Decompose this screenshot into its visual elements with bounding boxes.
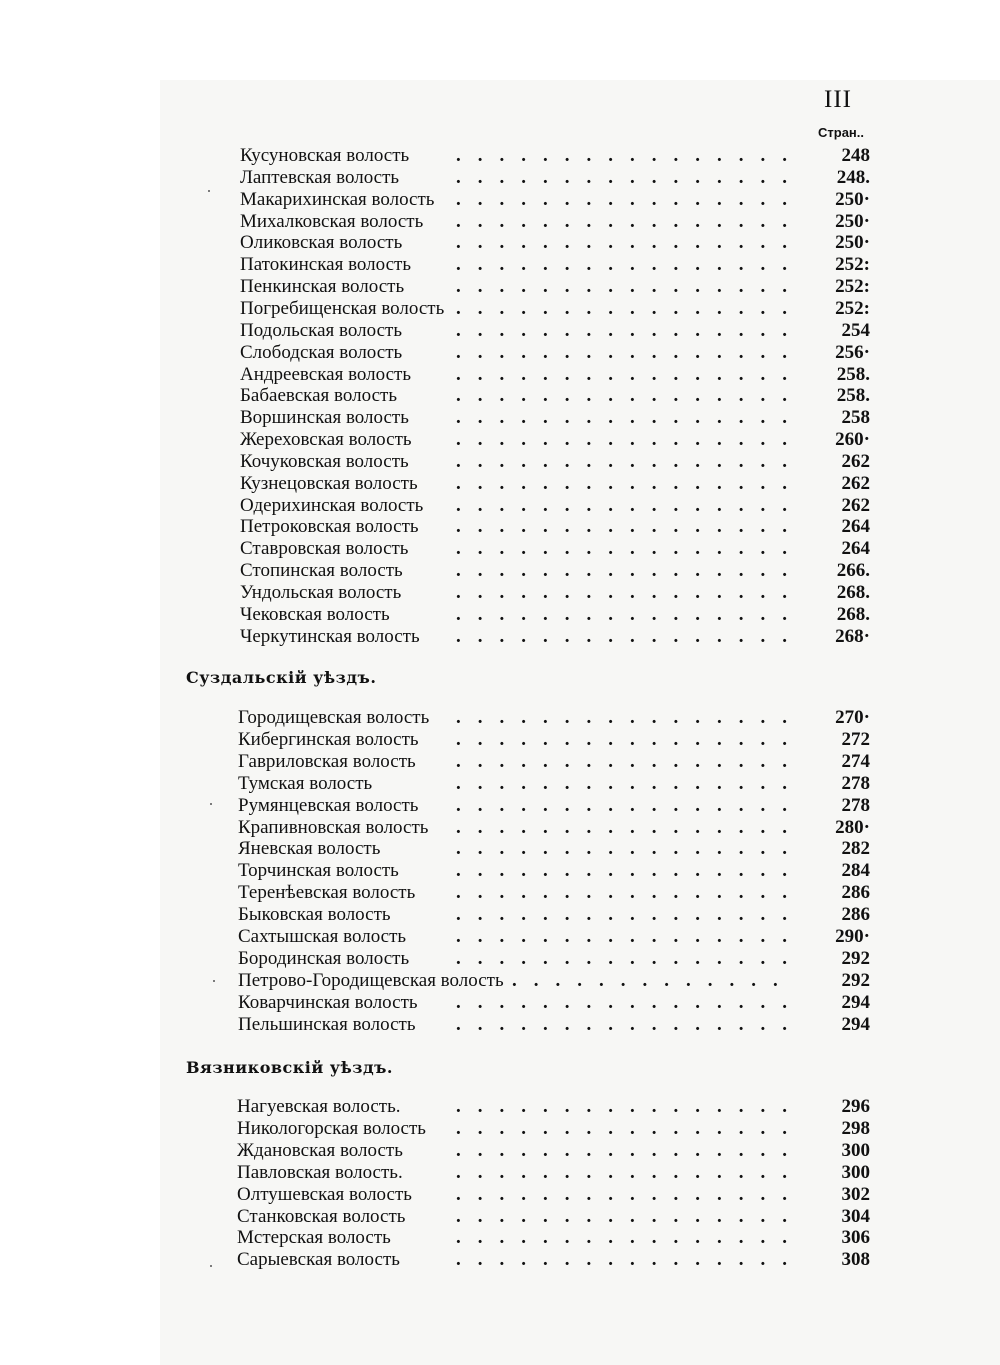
entry-name: Станковская волость [237, 1205, 406, 1227]
dot-leader: ................ [456, 494, 804, 516]
dot-leader: ................ [456, 188, 804, 210]
entry-page-number: 278 [841, 772, 870, 794]
entry-name: Жереховская волость [240, 429, 412, 451]
dot-leader: ................ [456, 560, 804, 582]
entry-page-number: 298 [841, 1117, 870, 1139]
dot-leader: ................ [456, 385, 804, 407]
entry-name: Теренѣевская волость [238, 882, 416, 904]
entry-page-number: 278 [841, 794, 870, 816]
entry-page-number: 262 [841, 450, 870, 472]
entry-name: Румянцевская волость [238, 794, 419, 816]
entry-page-number: 264 [841, 538, 870, 560]
entry-name: Павловская волость. [237, 1161, 403, 1183]
entry-page-number: 262 [841, 494, 870, 516]
entry-page-number: 272 [841, 728, 870, 750]
entry-page-number: 260· [835, 429, 870, 451]
dot-leader: ................ [456, 882, 804, 904]
toc-entry [0, 342, 1000, 364]
entry-page-number: 262 [841, 472, 870, 494]
entry-name: Гавриловская волость [238, 750, 416, 772]
toc-entry [0, 495, 1000, 517]
entry-page-number: 280· [835, 816, 870, 838]
dot-leader: ................ [456, 1205, 804, 1227]
entry-name: Лаптевская волость [240, 166, 400, 188]
dot-leader: ................ [456, 538, 804, 560]
entry-page-number: 250· [835, 232, 870, 254]
dot-leader: ................ [456, 276, 804, 298]
section-title-vyazniki: Вязниковскій уѣздъ. [186, 1058, 393, 1077]
toc-entry [0, 189, 1000, 211]
entry-page-number: 290· [835, 926, 870, 947]
print-speck [210, 803, 212, 805]
entry-name: Сарыевская волость [237, 1249, 400, 1271]
entry-name: Андреевская волость [240, 363, 412, 385]
toc-entry [0, 1096, 1000, 1118]
toc-entry [0, 254, 1000, 276]
dot-leader: ................ [456, 603, 804, 625]
entry-name: Воршинская волость [240, 407, 409, 429]
entry-name: Макарихинская волость [240, 188, 435, 210]
entry-name: Нагуевская волость. [237, 1096, 401, 1117]
entry-name: Одерихинская волость [240, 494, 424, 516]
entry-name: Никологорская волость [237, 1117, 426, 1139]
toc-entry [0, 604, 1000, 626]
entry-name: Коварчинская волость [238, 991, 418, 1013]
entry-name: Быковская волость [238, 904, 391, 926]
entry-name: Кочуковская волость [240, 450, 409, 472]
entry-name: Кибергинская волость [238, 728, 419, 750]
entry-page-number: 254 [841, 319, 870, 341]
toc-entry [0, 167, 1000, 189]
dot-leader: ................ [456, 816, 804, 838]
dot-leader: ............. [512, 969, 795, 991]
entry-page-number: 294 [841, 1013, 870, 1035]
toc-entry [0, 582, 1000, 604]
dot-leader: ................ [456, 1096, 804, 1117]
print-speck [210, 1265, 212, 1267]
entry-page-number: 270· [835, 707, 870, 728]
dot-leader: ................ [456, 297, 804, 319]
entry-page-number: 282 [841, 838, 870, 860]
entry-page-number: 302 [841, 1183, 870, 1205]
entry-page-number: 258. [836, 385, 870, 407]
entry-name: Ундольская волость [240, 582, 402, 603]
toc-entry [0, 364, 1000, 386]
dot-leader: ................ [456, 232, 804, 254]
entry-name: Патокинская волость [240, 254, 412, 276]
entry-page-number: 294 [841, 991, 870, 1013]
toc-entry [0, 1206, 1000, 1228]
dot-leader: ................ [456, 1161, 804, 1183]
entry-name: Петрово-Городищевская волость [238, 969, 504, 991]
entry-name: Ждановская волость [237, 1139, 403, 1161]
dot-leader: ................ [456, 904, 804, 926]
toc-entry [0, 1184, 1000, 1206]
toc-entry [0, 992, 1000, 1014]
entry-name: Оликовская волость [240, 232, 403, 254]
dot-leader: ................ [456, 991, 804, 1013]
entry-name: Яневская волость [238, 838, 381, 860]
entry-page-number: 300 [841, 1161, 870, 1183]
toc-entry [0, 145, 1000, 167]
toc-entry [0, 970, 1000, 992]
entry-page-number: 286 [841, 904, 870, 926]
entry-page-number: 274 [841, 750, 870, 772]
page-number: III [824, 86, 852, 113]
dot-leader: ................ [456, 319, 804, 341]
entry-page-number: 252: [835, 297, 870, 319]
entry-page-number: 304 [841, 1205, 870, 1227]
dot-leader: ................ [456, 472, 804, 494]
toc-entry [0, 1118, 1000, 1140]
dot-leader: ................ [456, 429, 804, 451]
toc-entry [0, 1162, 1000, 1184]
toc-entry [0, 232, 1000, 254]
entry-name: Бабаевская волость [240, 385, 397, 407]
dot-leader: ................ [456, 407, 804, 429]
toc-entry [0, 429, 1000, 451]
toc-entry [0, 385, 1000, 407]
entry-name: Торчинская волость [238, 860, 399, 882]
entry-name: Олтушевская волость [237, 1183, 412, 1205]
entry-page-number: 266. [836, 560, 870, 582]
dot-leader: ................ [456, 947, 804, 969]
section-title-suzdal: Суздальскій уѣздъ. [186, 668, 377, 687]
toc-entry [0, 860, 1000, 882]
entry-name: Стопинская волость [240, 560, 403, 582]
toc-entry [0, 211, 1000, 233]
entry-name: Чековская волость [240, 603, 390, 625]
entry-name: Погребищенская волость [240, 297, 445, 319]
entry-page-number: 250· [835, 188, 870, 210]
print-speck [213, 980, 215, 982]
dot-leader: ................ [456, 1249, 804, 1271]
toc-entry [0, 538, 1000, 560]
toc-entry [0, 751, 1000, 773]
entry-name: Петроковская волость [240, 516, 419, 538]
page-column-label: Стран.. [818, 125, 865, 140]
entry-name: Михалковская волость [240, 210, 424, 232]
dot-leader: ................ [456, 1227, 804, 1249]
dot-leader: ................ [456, 363, 804, 385]
dot-leader: ................ [456, 341, 804, 363]
toc-entry [0, 926, 1000, 948]
dot-leader: ................ [456, 582, 804, 603]
toc-entry [0, 451, 1000, 473]
entry-page-number: 258 [841, 407, 870, 429]
entry-name: Пельшинская волость [238, 1013, 416, 1035]
entry-page-number: 306 [841, 1227, 870, 1249]
toc-entry [0, 473, 1000, 495]
entry-name: Крапивновская волость [238, 816, 429, 838]
dot-leader: ................ [456, 750, 804, 772]
toc-entry [0, 707, 1000, 729]
dot-leader: ................ [456, 860, 804, 882]
toc-entry [0, 838, 1000, 860]
dot-leader: ................ [456, 794, 804, 816]
dot-leader: ................ [456, 1013, 804, 1035]
entry-name: Городищевская волость [238, 707, 430, 728]
entry-page-number: 268· [835, 625, 870, 647]
dot-leader: ................ [456, 707, 804, 728]
toc-entry [0, 1014, 1000, 1036]
entry-page-number: 252: [835, 254, 870, 276]
print-speck [208, 190, 210, 192]
toc-entry [0, 1227, 1000, 1249]
toc-entry [0, 729, 1000, 751]
toc-entry [0, 407, 1000, 429]
toc-entry [0, 904, 1000, 926]
dot-leader: ................ [456, 772, 804, 794]
toc-entry [0, 795, 1000, 817]
entry-page-number: 256· [835, 341, 870, 363]
toc-entry [0, 1140, 1000, 1162]
toc-entry [0, 560, 1000, 582]
dot-leader: ................ [456, 516, 804, 538]
entry-page-number: 308 [841, 1249, 870, 1271]
dot-leader: ................ [456, 450, 804, 472]
toc-entry [0, 1249, 1000, 1271]
entry-page-number: 296 [841, 1096, 870, 1117]
entry-page-number: 268. [836, 603, 870, 625]
entry-page-number: 300 [841, 1139, 870, 1161]
dot-leader: ................ [456, 1139, 804, 1161]
toc-entry [0, 626, 1000, 648]
entry-name: Ставровская волость [240, 538, 409, 560]
entry-page-number: 284 [841, 860, 870, 882]
entry-name: Подольская волость [240, 319, 402, 341]
entry-name: Слободская волость [240, 341, 403, 363]
toc-entry [0, 320, 1000, 342]
entry-page-number: 248 [841, 145, 870, 166]
entry-name: Мстерская волость [237, 1227, 391, 1249]
entry-page-number: 264 [841, 516, 870, 538]
entry-page-number: 252: [835, 276, 870, 298]
dot-leader: ................ [456, 166, 804, 188]
entry-name: Кусуновская волость [240, 145, 410, 166]
entry-page-number: 258. [836, 363, 870, 385]
entry-name: Пенкинская волость [240, 276, 405, 298]
entry-page-number: 250· [835, 210, 870, 232]
toc-entry [0, 298, 1000, 320]
dot-leader: ................ [456, 210, 804, 232]
toc-entry [0, 948, 1000, 970]
toc-entry [0, 276, 1000, 298]
entry-name: Бородинская волость [238, 947, 410, 969]
dot-leader: ................ [456, 1183, 804, 1205]
dot-leader: ................ [456, 625, 804, 647]
entry-page-number: 292 [841, 969, 870, 991]
toc-entry [0, 882, 1000, 904]
toc-entry [0, 773, 1000, 795]
dot-leader: ................ [456, 926, 804, 947]
entry-name: Кузнецовская волость [240, 472, 418, 494]
toc-entry [0, 817, 1000, 839]
dot-leader: ................ [456, 254, 804, 276]
dot-leader: ................ [456, 145, 804, 166]
entry-page-number: 286 [841, 882, 870, 904]
toc-entry [0, 516, 1000, 538]
entry-name: Сахтышская волость [238, 926, 407, 947]
entry-name: Тумская волость [238, 772, 373, 794]
entry-page-number: 248. [836, 166, 870, 188]
dot-leader: ................ [456, 728, 804, 750]
entry-page-number: 268. [836, 582, 870, 603]
entry-name: Черкутинская волость [240, 625, 420, 647]
dot-leader: ................ [456, 1117, 804, 1139]
dot-leader: ................ [456, 838, 804, 860]
entry-page-number: 292 [841, 947, 870, 969]
